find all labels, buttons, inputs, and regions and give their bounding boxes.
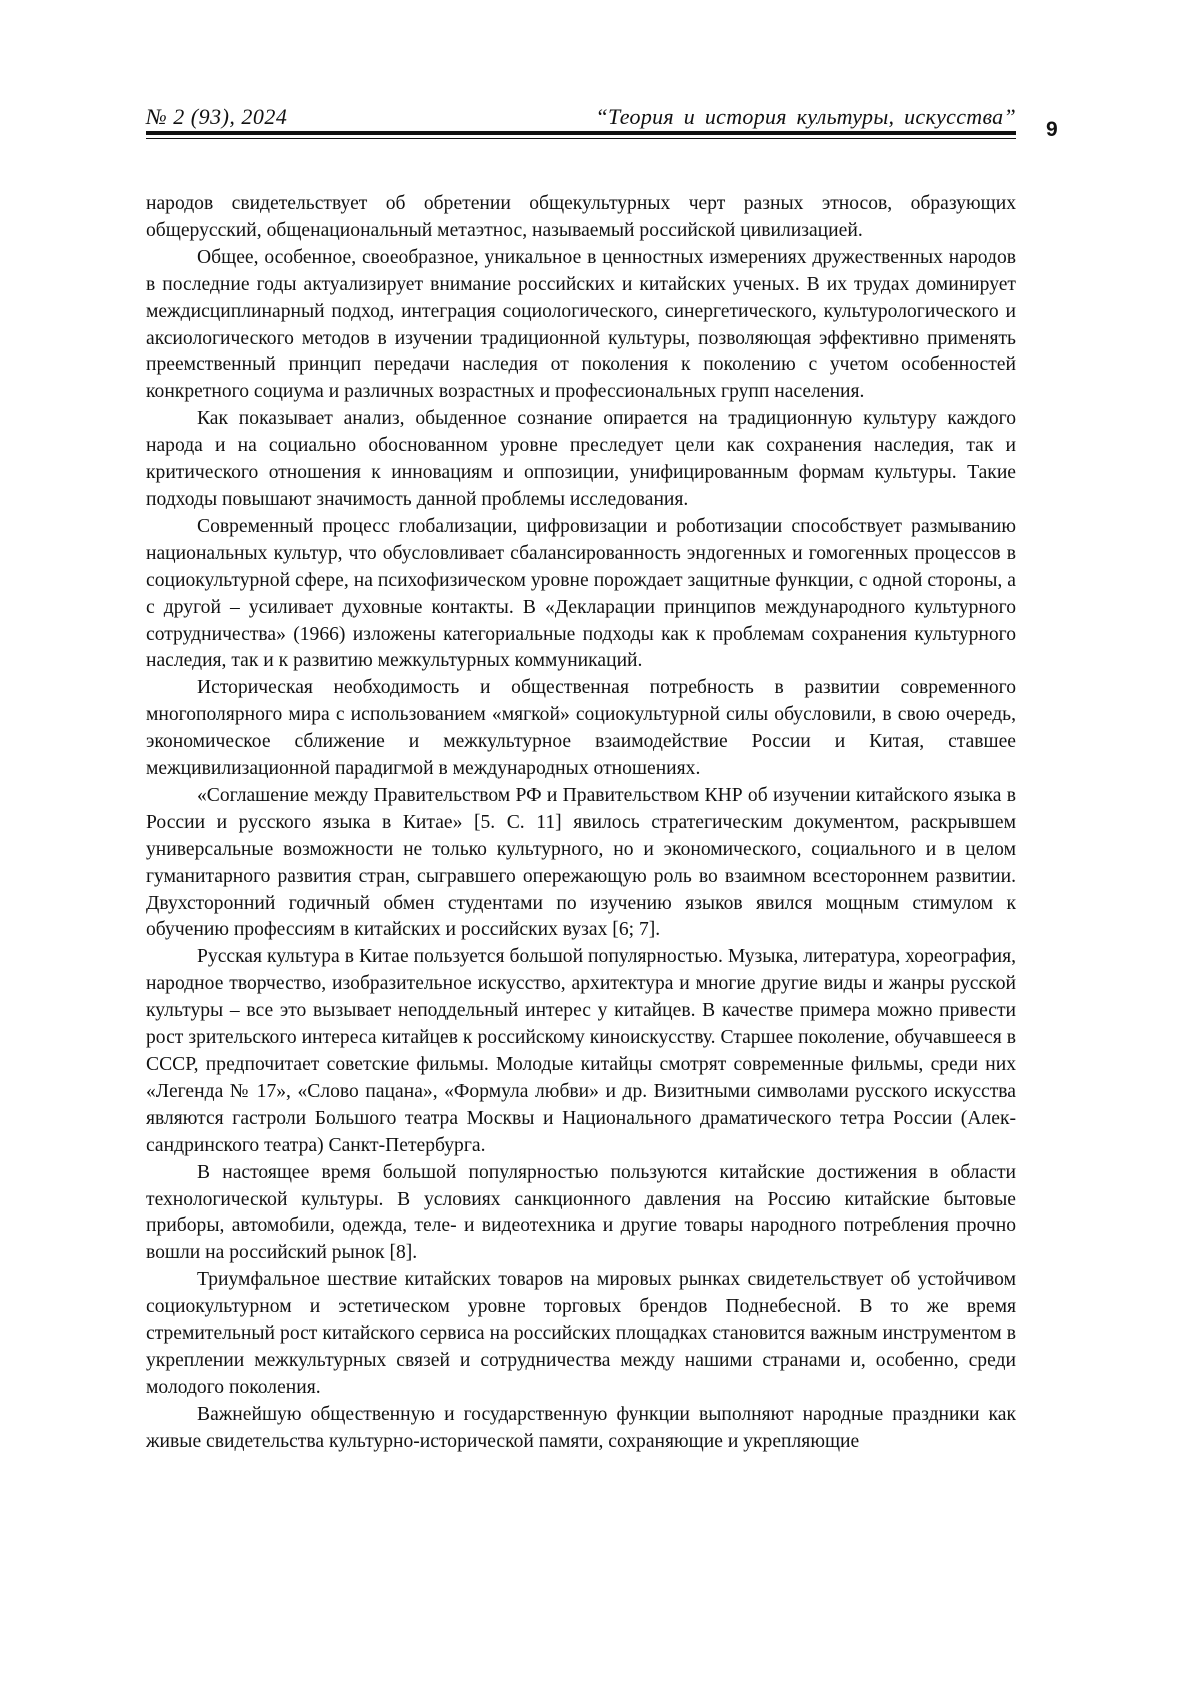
journal-title: “Теория и история культуры, искусства” (595, 104, 1016, 130)
paragraph: Триумфальное шествие китайских товаров на мировых рынках свидетельствует об устойчивом социокультурном и эстетическом уровне торговых брендов Поднебесной. В то же время стремительный рост китайского сервиса на российских площадках становится важным инструментом в укреплении межкультурных связей и сотрудничества между наши­ми странами и, особенно, среди молодого поколения. (146, 1267, 1016, 1402)
paragraph: Общее, особенное, своеобразное, уникальное в ценностных измерениях дружественных народов в последние годы актуализирует внимание российских и китайских ученых. В их трудах доминирует междисциплинарный подход, интеграция социологического, синергети­ческого, культурологического и аксиологического методов в изучении традиционной куль­туры, позволяющая эффективно применять преемственный принцип передачи наследия от поколения к поколению с учетом особенностей конкретного социума и различных воз­растных и профессиональных групп населения. (146, 245, 1016, 406)
paragraph-continuation: народов свидетельствует об обретении общекультурных черт разных этносов, образующих общерусский, общенациональный метаэтнос, называемый российской цивилизацией. (146, 191, 1016, 245)
header-rule-thin (146, 138, 1016, 139)
paragraph: Как показывает анализ, обыденное сознание опирается на традиционную культуру каждого народа и на социально обоснованном уровне преследует цели как сохранения наследия, так и критического отношения к инновациям и оппозиции, унифицированным фор­мам культуры. Такие подходы повышают значимость данной проблемы исследования. (146, 406, 1016, 514)
paragraph: В настоящее время большой популярностью пользуются китайские достижения в об­ласти технологической культуры. В условиях санкционного давления на Россию китайские бытовые приборы, автомобили, одежда, теле- и видеотехника и другие товары народного потребления прочно вошли на российский рынок [8]. (146, 1160, 1016, 1268)
paragraph: Современный процесс глобализации, цифровизации и роботизации способствует размы­ванию национальных культур, что обусловливает сбалансированность эндогенных и гомоген­ных процессов в социокультурной сфере, на психофизическом уровне порождает защитные функции, с одной стороны, а с другой – усиливает духовные контакты. В «Декларации принципов международного культурного сотрудничества» (1966) изложены категориальные подходы как к проблемам сохранения культурного наследия, так и к развитию межкультур­ных коммуникаций. (146, 514, 1016, 675)
header-rule-thick (146, 131, 1016, 135)
paragraph: «Соглашение между Правительством РФ и Правительством КНР об изучении китай­ского языка в России и русского языка в Китае» [5. С. 11] явилось стратегическим доку­ментом, раскрывшем универсальные возможности не только культурного, но и экономиче­ского, социального и в целом гуманитарного развития стран, сыгравшего опережающую роль во взаимном всестороннем развитии. Двухсторонний годичный обмен студентами по изучению языков явился мощным стимулом к обучению профессиям в китайских и россий­ских вузах [6; 7]. (146, 783, 1016, 944)
page-number: 9 (1046, 118, 1058, 142)
issue-number: № 2 (93), 2024 (146, 104, 287, 130)
article-body (146, 191, 1016, 1456)
paragraph: Историческая необходимость и общественная потребность в развитии современного многополярного мира с использованием «мягкой» социокультурной силы обусловили, в свою очередь, экономическое сближение и межкультурное взаимодействие России и Китая, став­шее межцивилизационной парадигмой в международных отношениях. (146, 675, 1016, 783)
paragraph: Русская культура в Китае пользуется большой популярностью. Музыка, литература, хореография, народное творчество, изобразительное искусство, архитектура и многие другие виды и жанры русской культуры – все это вызывает неподдельный интерес у китайцев. В качестве примера можно привести рост зрительского интереса китайцев к российскому киноискусству. Старшее поколение, обучавшееся в СССР, предпочитает советские фильмы. Молодые китайцы смотрят современные фильмы, среди них «Легенда № 17», «Слово па­цана», «Формула любви» и др. Визитными символами русского искусства являются гастроли Большого театра Москвы и Национального драматического тетра России (Алек­сандринского театра) Санкт-Петербурга. (146, 944, 1016, 1159)
paragraph: Важнейшую общественную и государственную функции выполняют народные праздни­ки как живые свидетельства культурно-исторической памяти, сохраняющие и укрепляющие (146, 1402, 1016, 1456)
